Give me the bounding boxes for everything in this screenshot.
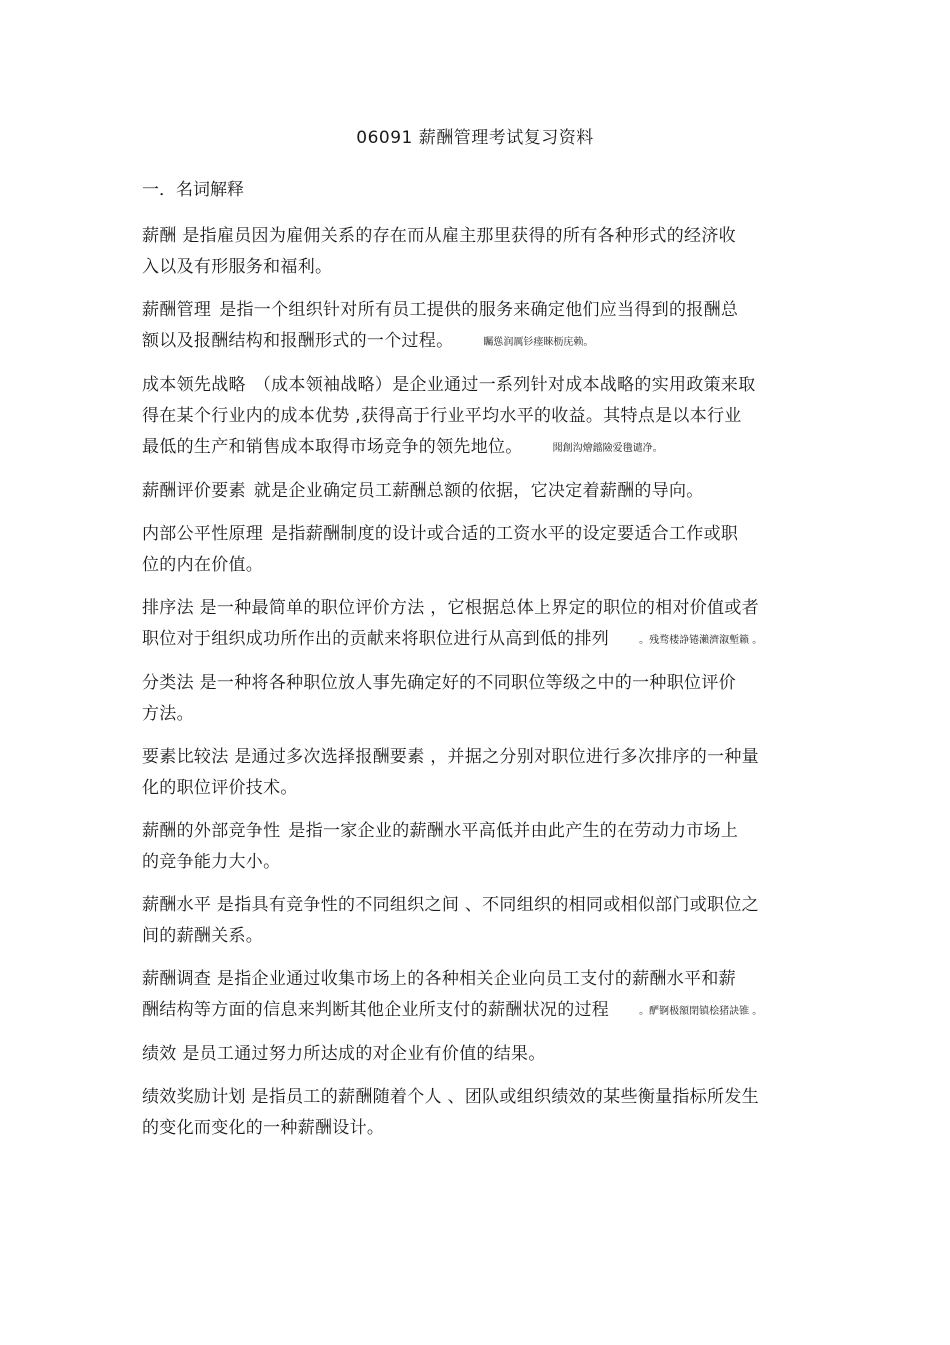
- definition-text: 是通过多次选择报酬要素 ，并据之分别对职位进行多次排序的一种量: [234, 747, 759, 767]
- definition-term: 内部公平性原理: [142, 524, 264, 544]
- definition-text: 额以及报酬结构和报酬形式的一个过程。: [142, 331, 454, 351]
- definition-text: （成本领袖战略）是企业通过一系列针对成本战略的实用政策来取: [253, 375, 756, 395]
- definition-text: 是指员工的薪酬随着个人 、团队或组织绩效的某些衡量指标所发生: [251, 1087, 759, 1107]
- definition-text: 是指一家企业的薪酬水平高低并由此产生的在劳动力市场上: [288, 821, 739, 841]
- definition-text: 入以及有形服务和福利。: [142, 257, 333, 277]
- definition-term: 成本领先战略: [142, 375, 246, 395]
- definition-text: 是员工通过努力所达成的对企业有价值的结果。: [182, 1044, 546, 1064]
- definition-paragraph: [142, 221, 802, 283]
- garbled-note: 聞創沟燴鐺險爱氇谴净。: [552, 443, 663, 454]
- definition-term: 排序法: [142, 598, 194, 618]
- garbled-note: 。残骛楼諍锩瀨濟溆塹籟 。: [639, 635, 763, 646]
- definition-text: 间的薪酬关系。: [142, 926, 264, 946]
- definition-paragraph: [142, 476, 802, 507]
- definition-text: 酬结构等方面的信息来判断其他企业所支付的薪酬状况的过程: [142, 1000, 610, 1020]
- definition-term: 要素比较法: [142, 747, 229, 767]
- definition-text: 是指企业通过收集市场上的各种相关企业向员工支付的薪酬水平和薪: [216, 969, 736, 989]
- section-heading: 一．名词解释: [142, 180, 244, 200]
- definition-text: 位的内在价值。: [142, 555, 264, 575]
- definition-text: 方法。: [142, 704, 194, 724]
- definition-paragraph: [142, 668, 802, 730]
- definition-term: 薪酬评价要素: [142, 481, 246, 501]
- definition-text: 是指薪酬制度的设计或合适的工资水平的设定要适合工作或职: [271, 524, 739, 544]
- definition-text: 是一种将各种职位放人事先确定好的不同职位等级之中的一种职位评价: [199, 673, 736, 693]
- definition-text: 化的职位评价技术。: [142, 778, 298, 798]
- definition-term: 薪酬: [142, 226, 177, 246]
- document-title: 06091 薪酬管理考试复习资料: [356, 128, 594, 148]
- definition-text: 职位对于组织成功所作出的贡献来将职位进行从高到低的排列: [142, 629, 610, 649]
- definition-paragraph: [142, 593, 802, 656]
- definition-text: 是指一个组织针对所有员工提供的服务来确定他们应当得到的报酬总: [219, 300, 739, 320]
- definition-term: 绩效: [142, 1044, 177, 1064]
- definition-paragraph: [142, 1039, 802, 1070]
- definition-paragraph: [142, 964, 802, 1027]
- definition-term: 绩效奖励计划: [142, 1087, 246, 1107]
- definition-paragraph: [142, 890, 802, 952]
- definition-term: 薪酬水平: [142, 895, 212, 915]
- definition-text: 得在某个行业内的成本优势 ,获得高于行业平均水平的收益。其特点是以本行业: [142, 406, 742, 426]
- definition-text: 是指具有竞争性的不同组织之间 、不同组织的相同或相似部门或职位之: [216, 895, 759, 915]
- definition-text: 是指雇员因为雇佣关系的存在而从雇主那里获得的所有各种形式的经济收: [182, 226, 736, 246]
- definition-text: 最低的生产和销售成本取得市场竞争的领先地位。: [142, 437, 523, 457]
- definition-term: 分类法: [142, 673, 194, 693]
- definition-paragraph: [142, 1082, 802, 1144]
- garbled-note: 矚慫润厲钐瘗睞枥庑赖。: [483, 337, 594, 348]
- definitions-list: [142, 221, 802, 1156]
- definition-text: 是一种最简单的职位评价方法 ，它根据总体上界定的职位的相对价值或者: [199, 598, 759, 618]
- definition-paragraph: [142, 295, 802, 358]
- definition-text: 就是企业确定员工薪酬总额的依据，它决定着薪酬的导向。: [253, 481, 704, 501]
- definition-paragraph: [142, 816, 802, 878]
- definition-paragraph: [142, 370, 802, 464]
- definition-paragraph: [142, 519, 802, 581]
- definition-term: 薪酬管理: [142, 300, 212, 320]
- definition-text: 的竞争能力大小。: [142, 852, 281, 872]
- definition-term: 薪酬的外部竞争性: [142, 821, 281, 841]
- definition-text: 的变化而变化的一种薪酬设计。: [142, 1118, 385, 1138]
- garbled-note: 。酽锕极額閉镇桧猪訣锥 。: [639, 1006, 763, 1017]
- definition-term: 薪酬调查: [142, 969, 212, 989]
- definition-paragraph: [142, 742, 802, 804]
